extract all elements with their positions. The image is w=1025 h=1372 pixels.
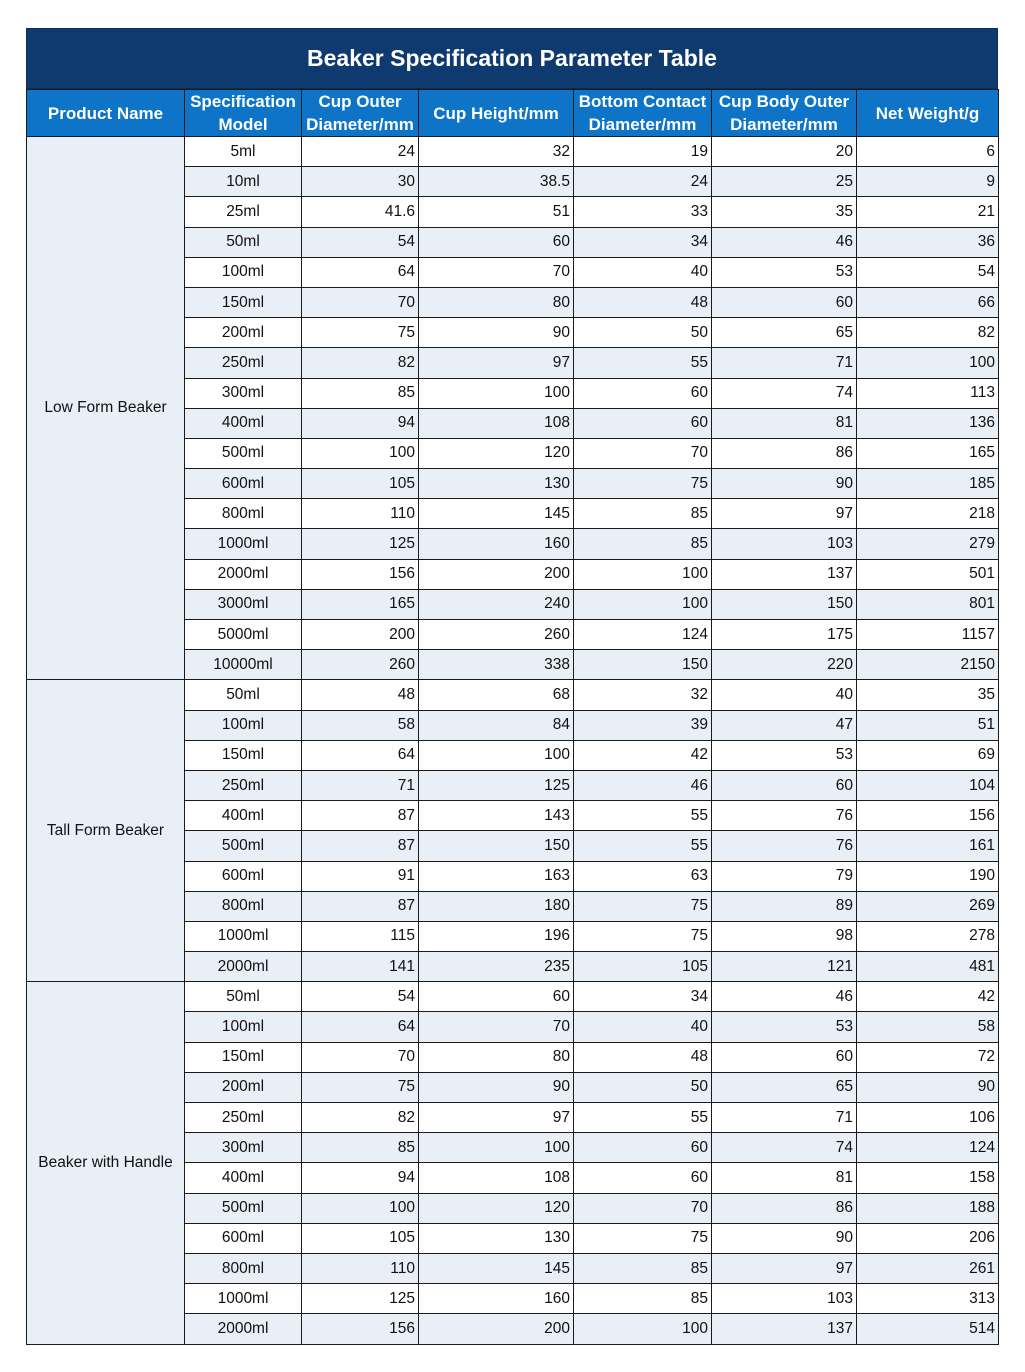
header-cup-height (419, 90, 574, 137)
net-weight-cell: 218 (857, 499, 999, 529)
cup-outer-diameter-cell: 105 (302, 1223, 419, 1253)
cup-height-cell: 200 (419, 1314, 574, 1344)
spec-model-cell: 300ml (185, 1133, 302, 1163)
cup-height-cell: 60 (419, 982, 574, 1012)
spec-model-cell: 250ml (185, 1103, 302, 1133)
spec-model-cell: 10ml (185, 167, 302, 197)
cup-outer-diameter-cell: 94 (302, 1163, 419, 1193)
spec-model-cell: 100ml (185, 257, 302, 287)
cup-height-cell: 38.5 (419, 167, 574, 197)
cup-outer-diameter-cell: 48 (302, 680, 419, 710)
header-specification-model (185, 90, 302, 137)
spec-model-cell: 500ml (185, 438, 302, 468)
bottom-contact-diameter-cell: 32 (574, 680, 712, 710)
cup-height-cell: 120 (419, 1193, 574, 1223)
bottom-contact-diameter-cell: 75 (574, 469, 712, 499)
header-label: Diameter/mm (306, 115, 414, 134)
cup-body-outer-diameter-cell: 53 (712, 1012, 857, 1042)
net-weight-cell: 106 (857, 1103, 999, 1133)
spec-model-cell: 150ml (185, 1042, 302, 1072)
table-body (27, 137, 999, 1345)
bottom-contact-diameter-cell: 55 (574, 801, 712, 831)
header-label: Product Name (47, 103, 164, 123)
product-name-cell: Low Form Beaker (27, 137, 185, 680)
net-weight-cell: 36 (857, 227, 999, 257)
net-weight-cell: 51 (857, 710, 999, 740)
net-weight-cell: 42 (857, 982, 999, 1012)
net-weight-cell: 1157 (857, 620, 999, 650)
net-weight-cell: 113 (857, 378, 999, 408)
cup-height-cell: 150 (419, 831, 574, 861)
cup-body-outer-diameter-cell: 25 (712, 167, 857, 197)
cup-body-outer-diameter-cell: 65 (712, 318, 857, 348)
net-weight-cell: 2150 (857, 650, 999, 680)
bottom-contact-diameter-cell: 75 (574, 921, 712, 951)
spec-model-cell: 300ml (185, 378, 302, 408)
table-title: Beaker Specification Parameter Table (26, 28, 998, 89)
cup-height-cell: 51 (419, 197, 574, 227)
cup-body-outer-diameter-cell: 220 (712, 650, 857, 680)
cup-body-outer-diameter-cell: 90 (712, 469, 857, 499)
cup-height-cell: 90 (419, 318, 574, 348)
net-weight-cell: 104 (857, 770, 999, 800)
spec-model-cell: 800ml (185, 891, 302, 921)
bottom-contact-diameter-cell: 100 (574, 589, 712, 619)
spec-model-cell: 100ml (185, 1012, 302, 1042)
net-weight-cell: 206 (857, 1223, 999, 1253)
cup-height-cell: 145 (419, 1253, 574, 1283)
net-weight-cell: 6 (857, 137, 999, 167)
header-label: Diameter/mm (730, 115, 838, 134)
cup-outer-diameter-cell: 24 (302, 137, 419, 167)
spec-model-cell: 1000ml (185, 529, 302, 559)
cup-outer-diameter-cell: 115 (302, 921, 419, 951)
cup-body-outer-diameter-cell: 89 (712, 891, 857, 921)
bottom-contact-diameter-cell: 85 (574, 529, 712, 559)
cup-height-cell: 260 (419, 620, 574, 650)
net-weight-cell: 481 (857, 952, 999, 982)
cup-body-outer-diameter-cell: 76 (712, 801, 857, 831)
spec-model-cell: 400ml (185, 408, 302, 438)
spec-model-cell: 600ml (185, 861, 302, 891)
cup-outer-diameter-cell: 91 (302, 861, 419, 891)
cup-outer-diameter-cell: 54 (302, 982, 419, 1012)
cup-height-cell: 240 (419, 589, 574, 619)
cup-body-outer-diameter-cell: 79 (712, 861, 857, 891)
header-label: Net Weight/g (875, 103, 980, 123)
header-row (27, 90, 999, 137)
bottom-contact-diameter-cell: 34 (574, 982, 712, 1012)
header-label: Cup Height/mm (433, 103, 559, 123)
cup-body-outer-diameter-cell: 71 (712, 348, 857, 378)
bottom-contact-diameter-cell: 100 (574, 559, 712, 589)
spec-model-cell: 50ml (185, 227, 302, 257)
bottom-contact-diameter-cell: 19 (574, 137, 712, 167)
cup-outer-diameter-cell: 87 (302, 891, 419, 921)
net-weight-cell: 35 (857, 680, 999, 710)
cup-body-outer-diameter-cell: 86 (712, 438, 857, 468)
net-weight-cell: 165 (857, 438, 999, 468)
cup-body-outer-diameter-cell: 60 (712, 1042, 857, 1072)
table-row (27, 680, 999, 710)
header-cup-body-outer-diameter (712, 90, 857, 137)
bottom-contact-diameter-cell: 48 (574, 287, 712, 317)
cup-outer-diameter-cell: 41.6 (302, 197, 419, 227)
cup-height-cell: 90 (419, 1072, 574, 1102)
cup-outer-diameter-cell: 94 (302, 408, 419, 438)
header-label: Diameter/mm (588, 115, 697, 134)
spec-model-cell: 1000ml (185, 1284, 302, 1314)
cup-height-cell: 196 (419, 921, 574, 951)
net-weight-cell: 158 (857, 1163, 999, 1193)
cup-body-outer-diameter-cell: 20 (712, 137, 857, 167)
product-name-cell: Beaker with Handle (27, 982, 185, 1344)
bottom-contact-diameter-cell: 75 (574, 1223, 712, 1253)
net-weight-cell: 313 (857, 1284, 999, 1314)
spec-model-cell: 600ml (185, 1223, 302, 1253)
bottom-contact-diameter-cell: 48 (574, 1042, 712, 1072)
table-row (27, 982, 999, 1012)
cup-height-cell: 100 (419, 1133, 574, 1163)
cup-height-cell: 130 (419, 1223, 574, 1253)
bottom-contact-diameter-cell: 63 (574, 861, 712, 891)
bottom-contact-diameter-cell: 85 (574, 1284, 712, 1314)
bottom-contact-diameter-cell: 40 (574, 1012, 712, 1042)
cup-outer-diameter-cell: 82 (302, 348, 419, 378)
bottom-contact-diameter-cell: 105 (574, 952, 712, 982)
net-weight-cell: 100 (857, 348, 999, 378)
cup-body-outer-diameter-cell: 53 (712, 740, 857, 770)
cup-body-outer-diameter-cell: 71 (712, 1103, 857, 1133)
bottom-contact-diameter-cell: 70 (574, 438, 712, 468)
cup-body-outer-diameter-cell: 81 (712, 1163, 857, 1193)
cup-outer-diameter-cell: 64 (302, 1012, 419, 1042)
header-label: Cup Outer (318, 92, 402, 111)
cup-body-outer-diameter-cell: 65 (712, 1072, 857, 1102)
net-weight-cell: 269 (857, 891, 999, 921)
cup-outer-diameter-cell: 156 (302, 559, 419, 589)
spec-model-cell: 800ml (185, 499, 302, 529)
bottom-contact-diameter-cell: 24 (574, 167, 712, 197)
net-weight-cell: 21 (857, 197, 999, 227)
bottom-contact-diameter-cell: 39 (574, 710, 712, 740)
spec-model-cell: 800ml (185, 1253, 302, 1283)
net-weight-cell: 801 (857, 589, 999, 619)
cup-body-outer-diameter-cell: 97 (712, 1253, 857, 1283)
header-bottom-contact-diameter (574, 90, 712, 137)
cup-body-outer-diameter-cell: 35 (712, 197, 857, 227)
cup-body-outer-diameter-cell: 137 (712, 559, 857, 589)
bottom-contact-diameter-cell: 100 (574, 1314, 712, 1344)
cup-height-cell: 70 (419, 1012, 574, 1042)
net-weight-cell: 72 (857, 1042, 999, 1072)
spec-model-cell: 2000ml (185, 952, 302, 982)
header-label: Model (218, 115, 268, 134)
net-weight-cell: 185 (857, 469, 999, 499)
net-weight-cell: 124 (857, 1133, 999, 1163)
bottom-contact-diameter-cell: 34 (574, 227, 712, 257)
cup-outer-diameter-cell: 70 (302, 287, 419, 317)
bottom-contact-diameter-cell: 60 (574, 378, 712, 408)
net-weight-cell: 279 (857, 529, 999, 559)
cup-height-cell: 100 (419, 740, 574, 770)
cup-height-cell: 120 (419, 438, 574, 468)
header-net-weight (857, 90, 999, 137)
bottom-contact-diameter-cell: 42 (574, 740, 712, 770)
cup-body-outer-diameter-cell: 74 (712, 378, 857, 408)
cup-height-cell: 97 (419, 1103, 574, 1133)
cup-height-cell: 143 (419, 801, 574, 831)
cup-height-cell: 180 (419, 891, 574, 921)
cup-height-cell: 125 (419, 770, 574, 800)
cup-body-outer-diameter-cell: 60 (712, 287, 857, 317)
spec-model-cell: 500ml (185, 1193, 302, 1223)
spec-model-cell: 5ml (185, 137, 302, 167)
cup-body-outer-diameter-cell: 46 (712, 982, 857, 1012)
cup-height-cell: 60 (419, 227, 574, 257)
cup-height-cell: 338 (419, 650, 574, 680)
bottom-contact-diameter-cell: 55 (574, 1103, 712, 1133)
header-product-name (27, 90, 185, 137)
cup-body-outer-diameter-cell: 60 (712, 770, 857, 800)
cup-body-outer-diameter-cell: 97 (712, 499, 857, 529)
spec-model-cell: 3000ml (185, 589, 302, 619)
cup-outer-diameter-cell: 260 (302, 650, 419, 680)
net-weight-cell: 90 (857, 1072, 999, 1102)
header-label: Specification (190, 92, 296, 111)
spec-table-container (26, 28, 998, 1345)
net-weight-cell: 69 (857, 740, 999, 770)
bottom-contact-diameter-cell: 85 (574, 499, 712, 529)
net-weight-cell: 501 (857, 559, 999, 589)
cup-body-outer-diameter-cell: 47 (712, 710, 857, 740)
spec-model-cell: 250ml (185, 348, 302, 378)
spec-model-cell: 1000ml (185, 921, 302, 951)
cup-body-outer-diameter-cell: 86 (712, 1193, 857, 1223)
cup-outer-diameter-cell: 30 (302, 167, 419, 197)
cup-outer-diameter-cell: 200 (302, 620, 419, 650)
cup-height-cell: 235 (419, 952, 574, 982)
spec-model-cell: 25ml (185, 197, 302, 227)
cup-height-cell: 160 (419, 529, 574, 559)
spec-model-cell: 200ml (185, 1072, 302, 1102)
bottom-contact-diameter-cell: 50 (574, 318, 712, 348)
cup-height-cell: 130 (419, 469, 574, 499)
bottom-contact-diameter-cell: 60 (574, 1133, 712, 1163)
bottom-contact-diameter-cell: 60 (574, 408, 712, 438)
bottom-contact-diameter-cell: 33 (574, 197, 712, 227)
cup-outer-diameter-cell: 85 (302, 1133, 419, 1163)
cup-height-cell: 32 (419, 137, 574, 167)
net-weight-cell: 190 (857, 861, 999, 891)
cup-body-outer-diameter-cell: 103 (712, 529, 857, 559)
cup-height-cell: 108 (419, 408, 574, 438)
cup-outer-diameter-cell: 156 (302, 1314, 419, 1344)
spec-model-cell: 100ml (185, 710, 302, 740)
spec-model-cell: 5000ml (185, 620, 302, 650)
net-weight-cell: 82 (857, 318, 999, 348)
bottom-contact-diameter-cell: 124 (574, 620, 712, 650)
cup-outer-diameter-cell: 125 (302, 529, 419, 559)
product-name-cell: Tall Form Beaker (27, 680, 185, 982)
bottom-contact-diameter-cell: 40 (574, 257, 712, 287)
cup-height-cell: 100 (419, 378, 574, 408)
cup-body-outer-diameter-cell: 46 (712, 227, 857, 257)
cup-outer-diameter-cell: 71 (302, 770, 419, 800)
bottom-contact-diameter-cell: 46 (574, 770, 712, 800)
cup-height-cell: 145 (419, 499, 574, 529)
table-row (27, 137, 999, 167)
cup-outer-diameter-cell: 75 (302, 318, 419, 348)
cup-body-outer-diameter-cell: 40 (712, 680, 857, 710)
cup-height-cell: 84 (419, 710, 574, 740)
cup-outer-diameter-cell: 64 (302, 740, 419, 770)
spec-model-cell: 2000ml (185, 1314, 302, 1344)
spec-model-cell: 200ml (185, 318, 302, 348)
net-weight-cell: 54 (857, 257, 999, 287)
cup-height-cell: 163 (419, 861, 574, 891)
spec-model-cell: 150ml (185, 740, 302, 770)
net-weight-cell: 161 (857, 831, 999, 861)
cup-body-outer-diameter-cell: 53 (712, 257, 857, 287)
cup-height-cell: 68 (419, 680, 574, 710)
net-weight-cell: 514 (857, 1314, 999, 1344)
spec-model-cell: 400ml (185, 1163, 302, 1193)
cup-body-outer-diameter-cell: 121 (712, 952, 857, 982)
cup-outer-diameter-cell: 100 (302, 1193, 419, 1223)
cup-height-cell: 80 (419, 1042, 574, 1072)
bottom-contact-diameter-cell: 55 (574, 831, 712, 861)
cup-outer-diameter-cell: 100 (302, 438, 419, 468)
cup-outer-diameter-cell: 141 (302, 952, 419, 982)
bottom-contact-diameter-cell: 50 (574, 1072, 712, 1102)
cup-body-outer-diameter-cell: 137 (712, 1314, 857, 1344)
cup-outer-diameter-cell: 87 (302, 801, 419, 831)
net-weight-cell: 66 (857, 287, 999, 317)
cup-body-outer-diameter-cell: 81 (712, 408, 857, 438)
net-weight-cell: 188 (857, 1193, 999, 1223)
net-weight-cell: 278 (857, 921, 999, 951)
cup-body-outer-diameter-cell: 103 (712, 1284, 857, 1314)
spec-model-cell: 50ml (185, 680, 302, 710)
spec-model-cell: 50ml (185, 982, 302, 1012)
cup-outer-diameter-cell: 105 (302, 469, 419, 499)
cup-outer-diameter-cell: 87 (302, 831, 419, 861)
spec-model-cell: 10000ml (185, 650, 302, 680)
cup-outer-diameter-cell: 75 (302, 1072, 419, 1102)
bottom-contact-diameter-cell: 55 (574, 348, 712, 378)
bottom-contact-diameter-cell: 60 (574, 1163, 712, 1193)
cup-outer-diameter-cell: 64 (302, 257, 419, 287)
net-weight-cell: 261 (857, 1253, 999, 1283)
header-cup-outer-diameter (302, 90, 419, 137)
bottom-contact-diameter-cell: 70 (574, 1193, 712, 1223)
cup-height-cell: 97 (419, 348, 574, 378)
cup-outer-diameter-cell: 82 (302, 1103, 419, 1133)
net-weight-cell: 156 (857, 801, 999, 831)
cup-height-cell: 70 (419, 257, 574, 287)
cup-height-cell: 80 (419, 287, 574, 317)
bottom-contact-diameter-cell: 150 (574, 650, 712, 680)
cup-outer-diameter-cell: 110 (302, 1253, 419, 1283)
spec-model-cell: 600ml (185, 469, 302, 499)
spec-model-cell: 250ml (185, 770, 302, 800)
cup-outer-diameter-cell: 125 (302, 1284, 419, 1314)
spec-model-cell: 150ml (185, 287, 302, 317)
cup-outer-diameter-cell: 70 (302, 1042, 419, 1072)
cup-body-outer-diameter-cell: 76 (712, 831, 857, 861)
spec-model-cell: 2000ml (185, 559, 302, 589)
cup-outer-diameter-cell: 110 (302, 499, 419, 529)
cup-height-cell: 160 (419, 1284, 574, 1314)
cup-outer-diameter-cell: 58 (302, 710, 419, 740)
cup-body-outer-diameter-cell: 150 (712, 589, 857, 619)
cup-height-cell: 108 (419, 1163, 574, 1193)
spec-model-cell: 500ml (185, 831, 302, 861)
header-label: Cup Body Outer (718, 92, 850, 111)
net-weight-cell: 9 (857, 167, 999, 197)
bottom-contact-diameter-cell: 75 (574, 891, 712, 921)
cup-body-outer-diameter-cell: 98 (712, 921, 857, 951)
cup-outer-diameter-cell: 85 (302, 378, 419, 408)
cup-height-cell: 200 (419, 559, 574, 589)
net-weight-cell: 58 (857, 1012, 999, 1042)
spec-table (26, 89, 999, 1345)
spec-model-cell: 400ml (185, 801, 302, 831)
bottom-contact-diameter-cell: 85 (574, 1253, 712, 1283)
cup-outer-diameter-cell: 54 (302, 227, 419, 257)
net-weight-cell: 136 (857, 408, 999, 438)
cup-body-outer-diameter-cell: 90 (712, 1223, 857, 1253)
cup-body-outer-diameter-cell: 175 (712, 620, 857, 650)
cup-outer-diameter-cell: 165 (302, 589, 419, 619)
header-label: Bottom Contact (578, 92, 707, 111)
cup-body-outer-diameter-cell: 74 (712, 1133, 857, 1163)
